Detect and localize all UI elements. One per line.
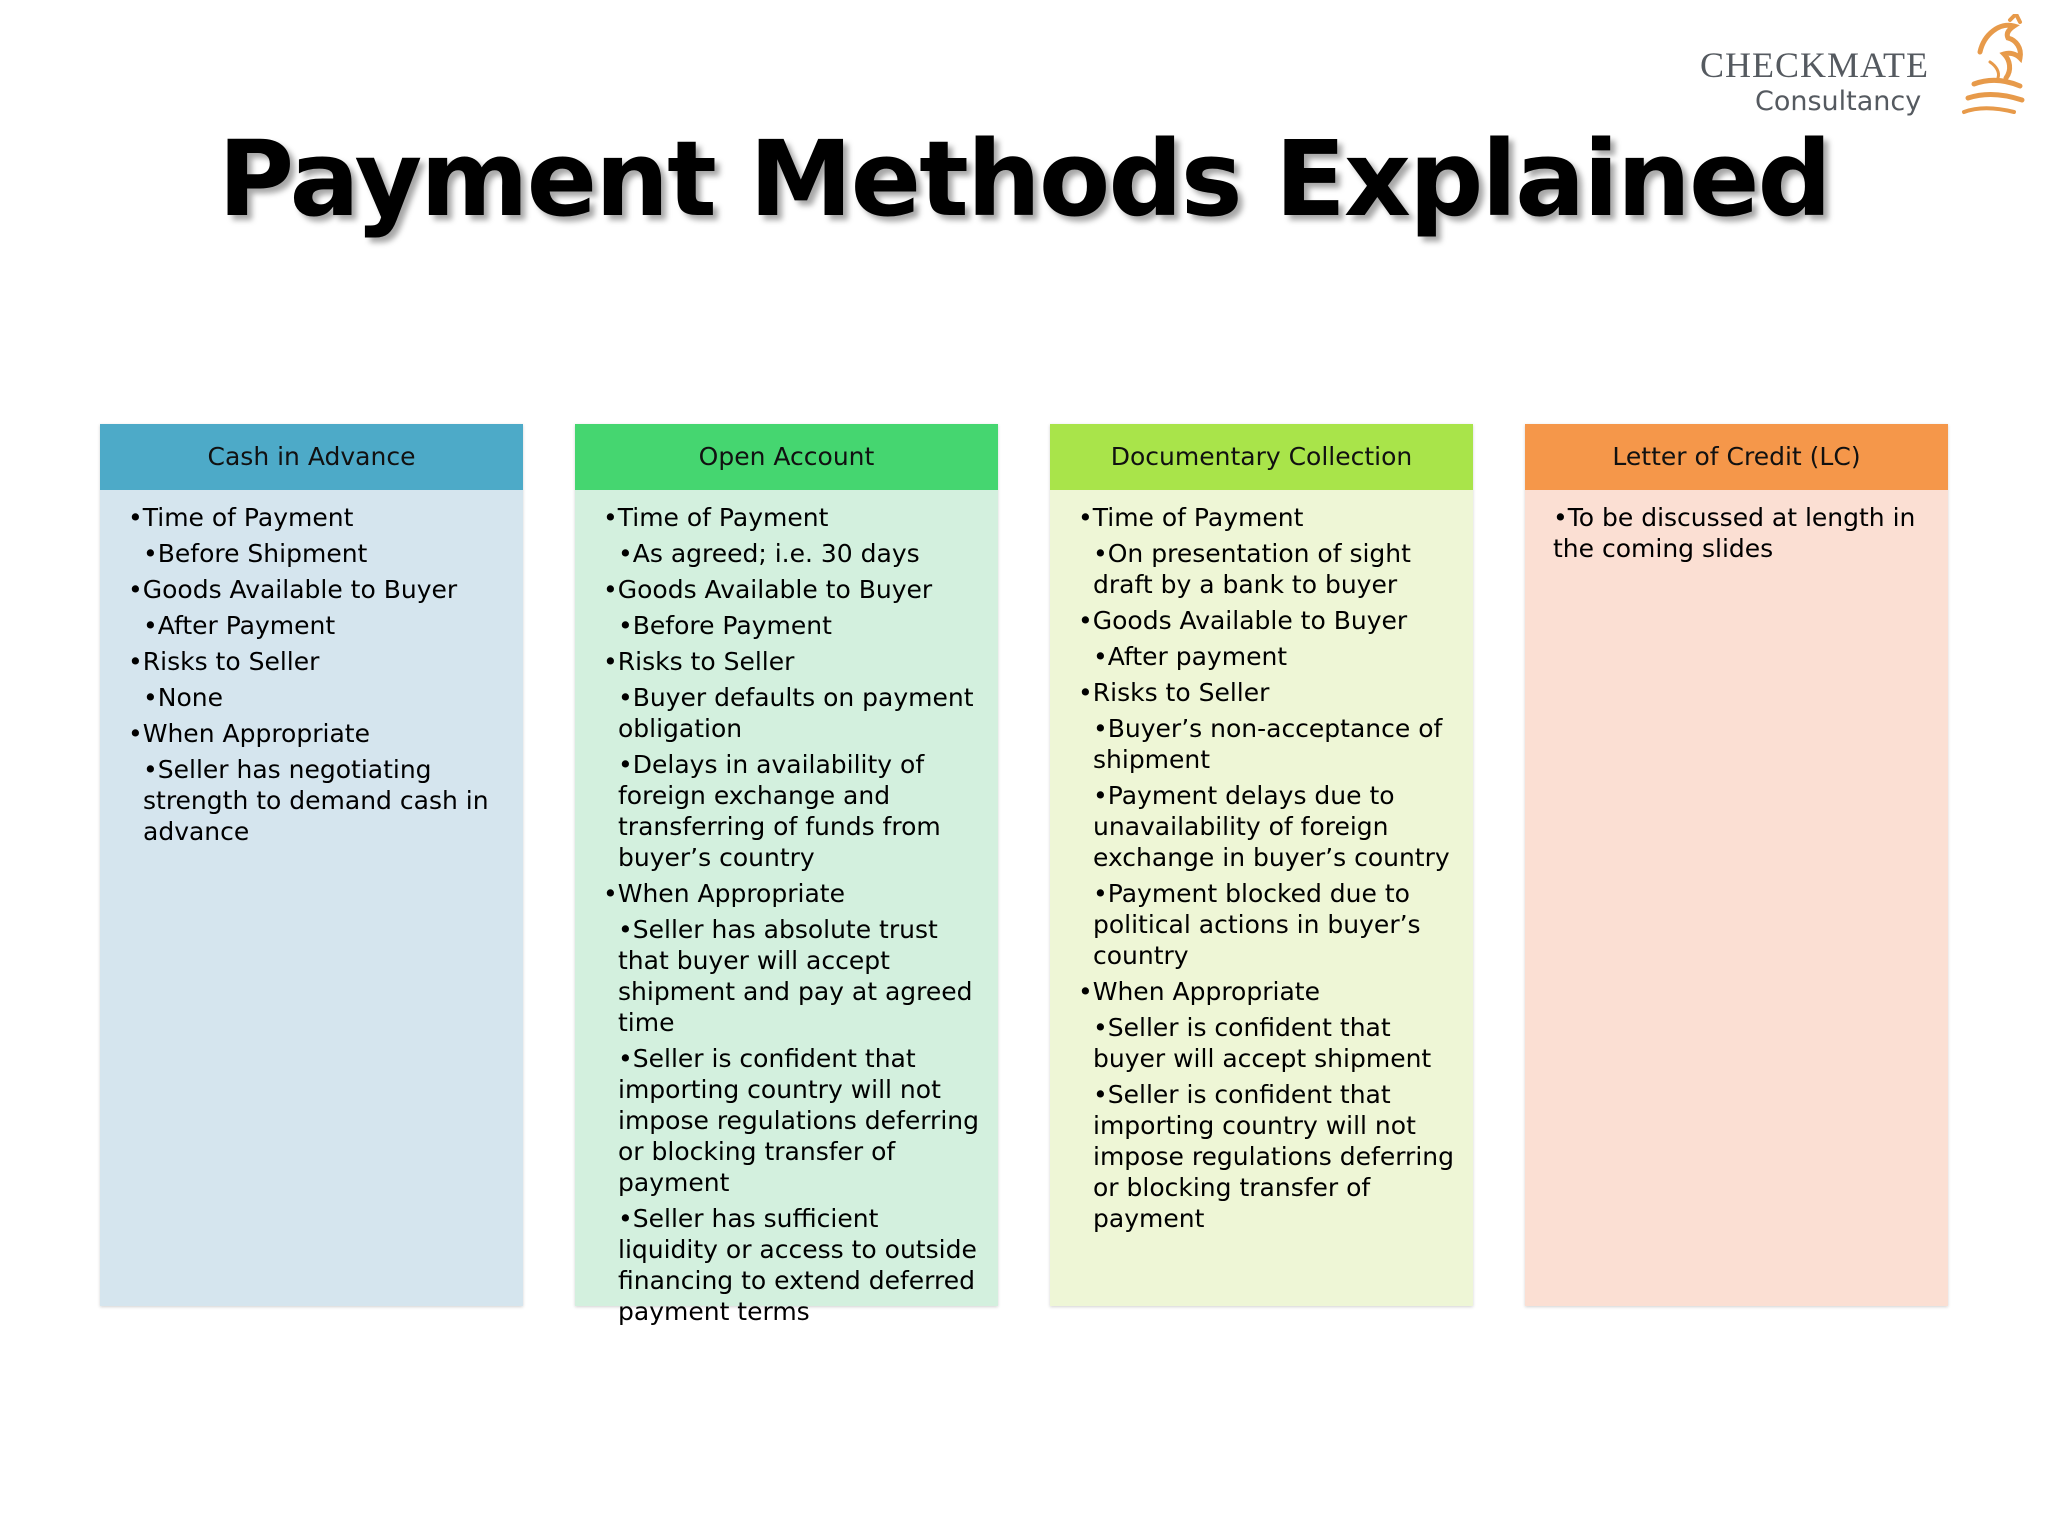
sub-bullet-item: •Before Shipment: [143, 539, 368, 568]
bullet-item: •When Appropriate: [1078, 977, 1320, 1006]
sub-bullet-item: •Seller is confident that importing country will not impose regulations deferring or blocking transfer of payment: [618, 1044, 979, 1197]
bullet-item: •When Appropriate: [128, 719, 370, 748]
sub-bullet-item: •After Payment: [143, 611, 336, 640]
sub-bullet-item: •On presentation of sight draft by a bank to buyer: [1093, 539, 1411, 599]
bullet-item: •Risks to Seller: [128, 647, 320, 676]
logo: [1700, 14, 2030, 134]
bullet-item: •To be discussed at length in the coming slides: [1553, 503, 1916, 563]
sub-bullet-item: •Seller is confident that buyer will accept shipment: [1093, 1013, 1432, 1073]
bullet-item: •Goods Available to Buyer: [603, 575, 933, 604]
bullet-item: •Time of Payment: [1078, 503, 1304, 532]
column-header: Letter of Credit (LC): [1525, 424, 1948, 490]
sub-bullet-item: •Seller is confident that importing country will not impose regulations deferring or blocking transfer of payment: [1093, 1080, 1454, 1233]
sub-bullet-item: •Delays in availability of foreign exchange and transferring of funds from buyer’s country: [618, 750, 941, 872]
logo-name: CHECKMATE: [1700, 45, 1930, 85]
bullet-item: •Time of Payment: [603, 503, 829, 532]
column-cash-in-advance: [100, 424, 523, 1306]
sub-bullet-item: •Payment blocked due to political actions in buyer’s country: [1093, 879, 1421, 970]
page-title: Payment Methods Explained: [218, 118, 1830, 240]
sub-bullet-item: •Buyer defaults on payment obligation: [618, 683, 974, 743]
sub-bullet-item: •Before Payment: [618, 611, 832, 640]
column-letter-of-credit: [1525, 424, 1948, 1306]
column-body: [100, 490, 523, 1306]
column-header: Cash in Advance: [100, 424, 523, 490]
column-header: Documentary Collection: [1050, 424, 1473, 490]
sub-bullet-item: •As agreed; i.e. 30 days: [618, 539, 920, 568]
sub-bullet-item: •After payment: [1093, 642, 1288, 671]
bullet-item: •Risks to Seller: [603, 647, 795, 676]
sub-bullet-item: •None: [143, 683, 223, 712]
sub-bullet-item: •Buyer’s non-acceptance of shipment: [1093, 714, 1443, 774]
logo-subtitle: Consultancy: [1755, 86, 1922, 117]
column-body: [1050, 490, 1473, 1306]
column-header: Open Account: [575, 424, 998, 490]
bullet-item: •Time of Payment: [128, 503, 354, 532]
column-body: [1525, 490, 1948, 1306]
bullet-item: •When Appropriate: [603, 879, 845, 908]
payment-method-columns: [100, 424, 1948, 1326]
column-body: [575, 490, 998, 1326]
sub-bullet-item: •Seller has sufficient liquidity or access to outside financing to extend deferred payment terms: [618, 1204, 977, 1326]
knight-horse-icon: [1950, 14, 2030, 132]
sub-bullet-item: •Payment delays due to unavailability of foreign exchange in buyer’s country: [1093, 781, 1450, 872]
sub-bullet-item: •Seller has absolute trust that buyer will accept shipment and pay at agreed time: [618, 915, 973, 1037]
sub-bullet-item: •Seller has negotiating strength to demand cash in advance: [143, 755, 489, 846]
bullet-item: •Risks to Seller: [1078, 678, 1270, 707]
column-documentary-collection: [1050, 424, 1473, 1306]
bullet-item: •Goods Available to Buyer: [1078, 606, 1408, 635]
column-open-account: [575, 424, 998, 1326]
bullet-item: •Goods Available to Buyer: [128, 575, 458, 604]
